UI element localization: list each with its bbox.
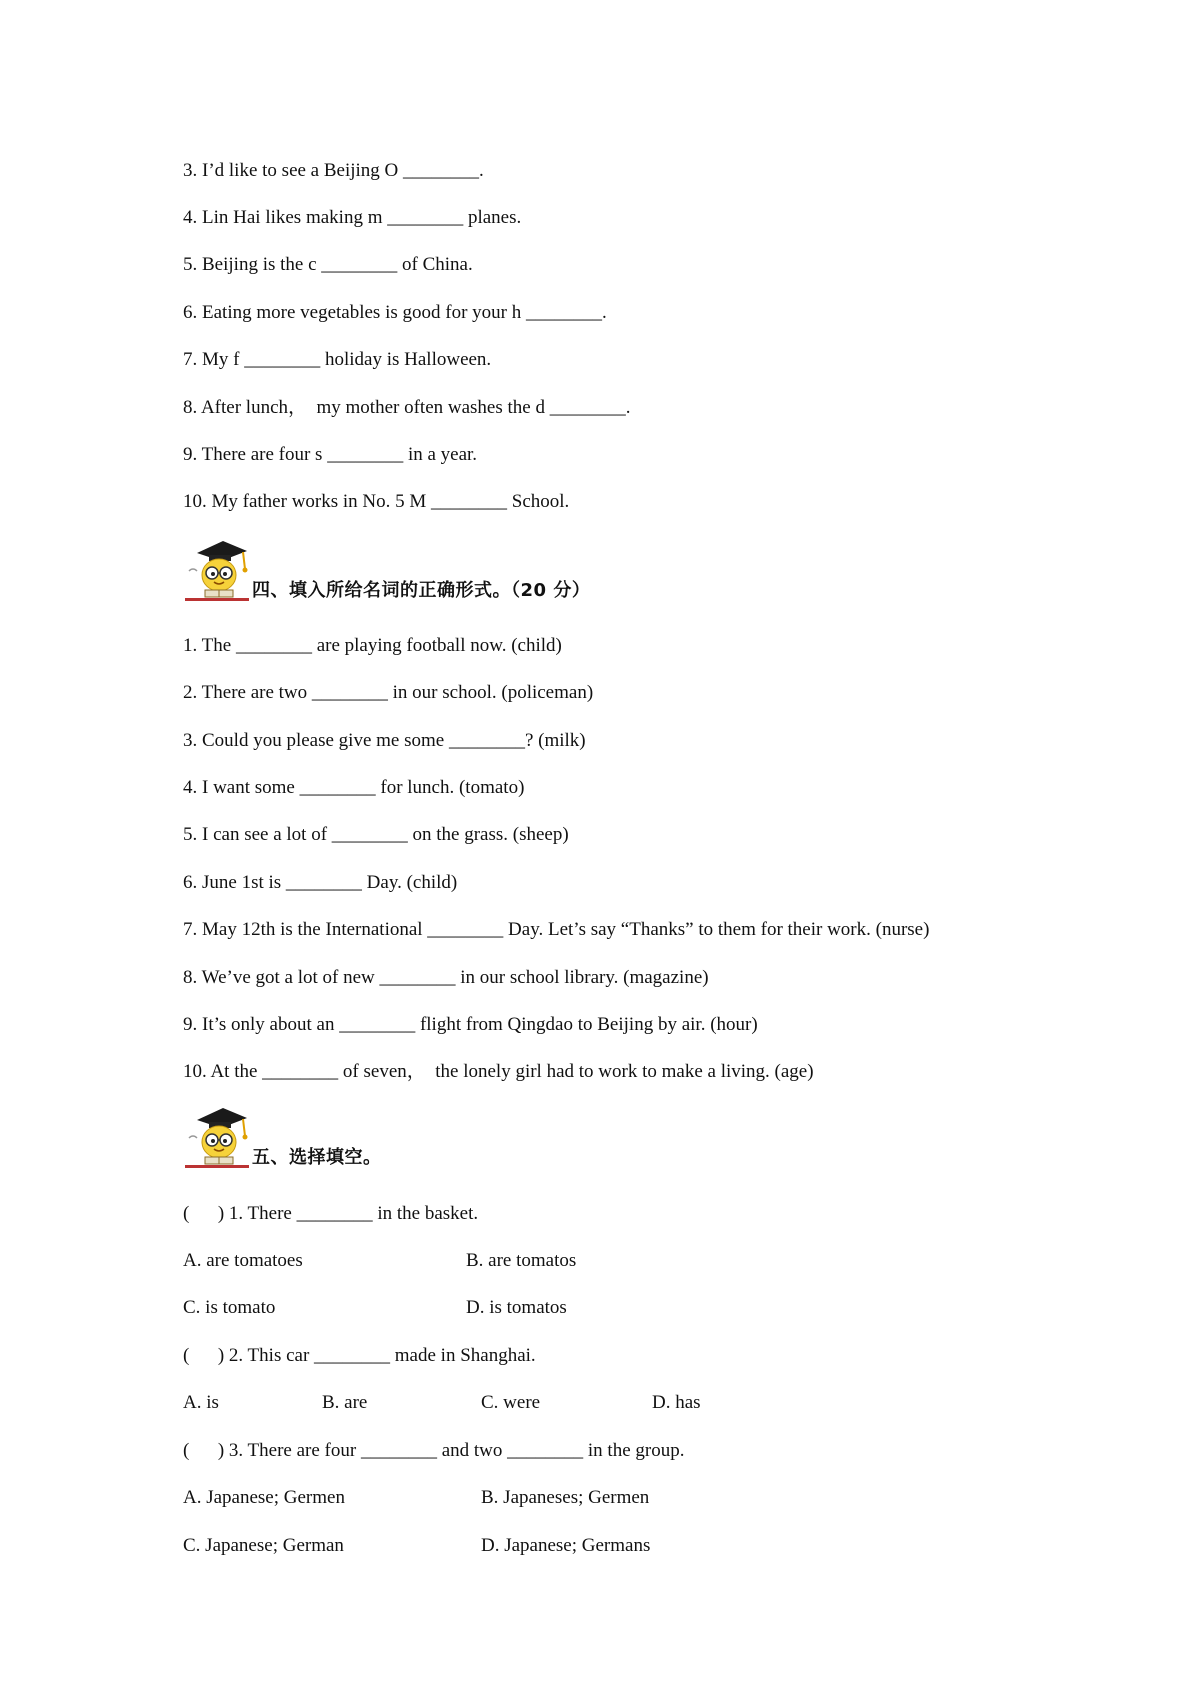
s4-item-4: 4. I want some ________ for lunch. (tomato) [183, 777, 525, 798]
s3-item-3: 3. I’d like to see a Beijing O ________. [183, 160, 484, 181]
s3-item-7: 7. My f ________ holiday is Halloween. [183, 349, 492, 370]
s5-q3-option-d: D. Japanese; Germans [481, 1535, 651, 1556]
s5-q3-option-a: A. Japanese; Germen [183, 1487, 345, 1508]
section-5-title: 五、选择填空。 [252, 1147, 382, 1168]
s5-q3-stem: ( ) 3. There are four ________ and two ________ in the group. [183, 1440, 685, 1461]
s5-q1-option-a: A. are tomatoes [183, 1250, 303, 1271]
s3-item-5: 5. Beijing is the c ________ of China. [183, 254, 473, 275]
s5-q3-option-b: B. Japaneses; Germen [481, 1487, 650, 1508]
section-5-heading [183, 1102, 583, 1172]
s5-q1-option-c: C. is tomato [183, 1297, 276, 1318]
s4-item-1: 1. The ________ are playing football now. (child) [183, 635, 562, 656]
s4-item-3: 3. Could you please give me some ________? (milk) [183, 730, 586, 751]
s5-q1-option-d: D. is tomatos [466, 1297, 567, 1318]
section-4-title: 四、填入所给名词的正确形式。（20 分） [252, 580, 591, 601]
s4-item-8: 8. We’ve got a lot of new ________ in our school library. (magazine) [183, 967, 709, 988]
s3-item-8: 8. After lunch， my mother often washes the d ________. [183, 397, 631, 418]
section-4-heading [183, 535, 683, 605]
s3-item-6: 6. Eating more vegetables is good for your h ________. [183, 302, 607, 323]
s4-item-9: 9. It’s only about an ________ flight from Qingdao to Beijing by air. (hour) [183, 1014, 758, 1035]
s5-q2-option-a: A. is [183, 1392, 219, 1413]
s5-q2-option-c: C. were [481, 1392, 541, 1413]
s3-item-10: 10. My father works in No. 5 M ________ School. [183, 491, 570, 512]
s5-q3-option-c: C. Japanese; German [183, 1535, 344, 1556]
s3-item-9: 9. There are four s ________ in a year. [183, 444, 478, 465]
scholar-mascot-icon [183, 1102, 251, 1172]
s3-item-4: 4. Lin Hai likes making m ________ planes. [183, 207, 522, 228]
s5-q1-stem: ( ) 1. There ________ in the basket. [183, 1203, 479, 1224]
s4-item-6: 6. June 1st is ________ Day. (child) [183, 872, 458, 893]
s5-q2-stem: ( ) 2. This car ________ made in Shanghai. [183, 1345, 536, 1366]
s4-item-5: 5. I can see a lot of ________ on the grass. (sheep) [183, 824, 569, 845]
s4-item-2: 2. There are two ________ in our school. (policeman) [183, 682, 594, 703]
s4-item-10: 10. At the ________ of seven， the lonely girl had to work to make a living. (age) [183, 1061, 814, 1082]
s5-q2-option-d: D. has [652, 1392, 701, 1413]
s5-q2-option-b: B. are [322, 1392, 368, 1413]
s4-item-7: 7. May 12th is the International ________ Day. Let’s say “Thanks” to them for their work. (nurse) [183, 919, 930, 940]
scholar-mascot-icon [183, 535, 251, 605]
s5-q1-option-b: B. are tomatos [466, 1250, 577, 1271]
